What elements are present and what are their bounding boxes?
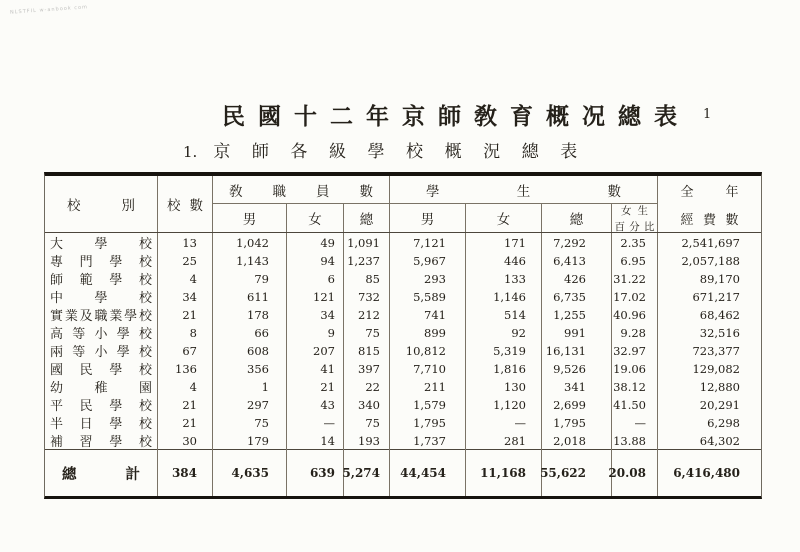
cell-staff-female: 207	[287, 341, 344, 360]
row-school-type: 高 等 小 學 校	[45, 323, 158, 342]
cell-student-total: 16,131	[542, 341, 612, 360]
header-female-percentage-line1: 女 生	[621, 204, 648, 217]
table-row	[45, 251, 761, 269]
cell-staff-female: 14	[287, 431, 344, 450]
cell-female-percentage: 40.96	[612, 305, 658, 324]
table-row	[45, 359, 761, 377]
header-school-count	[158, 176, 213, 232]
cell-annual-funds: 89,170	[699, 271, 740, 286]
page-number: 1	[703, 107, 712, 122]
cell-annual-funds: 6,298	[707, 415, 740, 430]
row-school-type: 幼 稚 園	[45, 377, 158, 396]
cell-female-percentage: 19.06	[612, 359, 658, 378]
total-female-percentage: 20.08	[612, 450, 658, 496]
cell-student-female: 446	[466, 251, 542, 270]
header-staff-group	[213, 176, 390, 204]
cell-student-total: 991	[542, 323, 612, 342]
cell-school-count: 8	[158, 323, 213, 342]
cell-staff-male: 1,042	[213, 233, 287, 252]
education-stats-table	[44, 172, 762, 499]
header-student-male: 男	[390, 204, 466, 232]
cell-student-male: 5,589	[390, 287, 466, 306]
header-staff-male: 男	[213, 204, 287, 232]
header-school-type	[45, 176, 158, 232]
cell-staff-male: 178	[213, 305, 287, 324]
cell-female-percentage: 6.95	[612, 251, 658, 270]
total-student-total: 55,622	[542, 450, 612, 496]
cell-staff-female: 6	[287, 269, 344, 288]
row-school-type: 半 日 學 校	[45, 413, 158, 432]
total-staff-male: 4,635	[213, 450, 287, 496]
cell-school-count: 21	[158, 395, 213, 414]
cell-staff-male: 1,143	[213, 251, 287, 270]
cell-student-total: 1,795	[542, 413, 612, 432]
cell-student-male: 5,967	[390, 251, 466, 270]
total-schools: 384	[158, 450, 213, 496]
row-school-type: 兩 等 小 學 校	[45, 341, 158, 360]
cell-staff-female: 121	[287, 287, 344, 306]
cell-student-male: 7,710	[390, 359, 466, 378]
header-student-group	[390, 176, 658, 204]
row-school-type: 中 學 校	[45, 287, 158, 306]
cell-staff-total: 1,091	[344, 233, 390, 252]
cell-staff-male: 75	[213, 413, 287, 432]
total-label: 總 計	[45, 450, 158, 496]
table-row	[45, 431, 761, 449]
cell-staff-total: 22	[344, 377, 390, 396]
table-row	[45, 413, 761, 431]
cell-school-count: 4	[158, 377, 213, 396]
cell-annual-funds: 2,541,697	[681, 235, 740, 250]
cell-staff-female: 94	[287, 251, 344, 270]
cell-student-male: 1,579	[390, 395, 466, 414]
total-student-female: 11,168	[466, 450, 542, 496]
section-heading	[183, 137, 577, 162]
cell-student-male: 899	[390, 323, 466, 342]
cell-annual-funds: 723,377	[692, 343, 740, 358]
cell-staff-total: 815	[344, 341, 390, 360]
header-school-type-label: 校 別	[67, 198, 135, 214]
cell-student-female: 133	[466, 269, 542, 288]
cell-student-total: 6,735	[542, 287, 612, 306]
cell-annual-funds: 671,217	[692, 289, 740, 304]
cell-student-male: 10,812	[390, 341, 466, 360]
table-row	[45, 305, 761, 323]
table-row	[45, 233, 761, 251]
header-annual-funds	[658, 176, 761, 232]
cell-student-total: 341	[542, 377, 612, 396]
cell-staff-male: 79	[213, 269, 287, 288]
table-body	[45, 233, 761, 449]
cell-staff-female: 21	[287, 377, 344, 396]
cell-student-female: 171	[466, 233, 542, 252]
cell-female-percentage: 9.28	[612, 323, 658, 342]
cell-female-percentage: 13.88	[612, 431, 658, 450]
cell-annual-funds: 129,082	[692, 361, 740, 376]
cell-student-total: 6,413	[542, 251, 612, 270]
cell-female-percentage: 2.35	[612, 233, 658, 252]
cell-staff-total: 732	[344, 287, 390, 306]
cell-staff-male: 297	[213, 395, 287, 414]
cell-staff-total: 212	[344, 305, 390, 324]
cell-staff-female: 34	[287, 305, 344, 324]
cell-staff-female: 49	[287, 233, 344, 252]
cell-staff-female: 9	[287, 323, 344, 342]
cell-student-total: 426	[542, 269, 612, 288]
cell-student-female: 514	[466, 305, 542, 324]
header-student-female: 女	[466, 204, 542, 232]
cell-school-count: 13	[158, 233, 213, 252]
cell-student-female: 92	[466, 323, 542, 342]
row-school-type: 國 民 學 校	[45, 359, 158, 378]
table-row	[45, 377, 761, 395]
cell-annual-funds: 12,880	[699, 379, 740, 394]
row-school-type: 平 民 學 校	[45, 395, 158, 414]
cell-staff-male: 179	[213, 431, 287, 450]
cell-female-percentage: 31.22	[612, 269, 658, 288]
cell-student-male: 211	[390, 377, 466, 396]
cell-school-count: 21	[158, 305, 213, 324]
cell-staff-female: —	[287, 413, 344, 432]
cell-annual-funds: 32,516	[699, 325, 740, 340]
total-student-male: 44,454	[390, 450, 466, 496]
cell-female-percentage: 38.12	[612, 377, 658, 396]
section-title: 京 師 各 級 學 校 概 況 總 表	[213, 142, 578, 162]
cell-staff-total: 340	[344, 395, 390, 414]
header-student-group-label: 學 生 數	[426, 183, 621, 200]
total-staff-female: 639	[287, 450, 344, 496]
cell-student-female: 1,120	[466, 395, 542, 414]
cell-school-count: 34	[158, 287, 213, 306]
table-total-row	[45, 449, 761, 496]
cell-school-count: 4	[158, 269, 213, 288]
table-row	[45, 395, 761, 413]
cell-student-male: 7,121	[390, 233, 466, 252]
table-row	[45, 287, 761, 305]
cell-female-percentage: 41.50	[612, 395, 658, 414]
cell-student-female: 1,816	[466, 359, 542, 378]
header-female-percentage	[612, 204, 658, 232]
cell-staff-total: 397	[344, 359, 390, 378]
row-school-type: 師 範 學 校	[45, 269, 158, 288]
cell-staff-total: 75	[344, 323, 390, 342]
cell-staff-total: 85	[344, 269, 390, 288]
cell-student-total: 1,255	[542, 305, 612, 324]
cell-female-percentage: —	[612, 413, 658, 432]
cell-student-female: —	[466, 413, 542, 432]
cell-school-count: 136	[158, 359, 213, 378]
cell-staff-male: 66	[213, 323, 287, 342]
total-annual-funds: 6,416,480	[673, 466, 740, 480]
total-staff-total: 5,274	[344, 450, 390, 496]
cell-student-total: 2,699	[542, 395, 612, 414]
header-staff-total: 總	[344, 204, 390, 232]
row-school-type: 補 習 學 校	[45, 431, 158, 450]
cell-school-count: 67	[158, 341, 213, 360]
table-row	[45, 341, 761, 359]
cell-staff-male: 356	[213, 359, 287, 378]
cell-student-female: 130	[466, 377, 542, 396]
cell-student-male: 293	[390, 269, 466, 288]
cell-female-percentage: 17.02	[612, 287, 658, 306]
cell-student-male: 741	[390, 305, 466, 324]
row-school-type: 專 門 學 校	[45, 251, 158, 270]
table-header	[45, 176, 761, 233]
watermark: NLSTFIL w-anbook com	[9, 4, 89, 16]
cell-annual-funds: 64,302	[699, 433, 740, 448]
cell-staff-male: 608	[213, 341, 287, 360]
cell-staff-female: 41	[287, 359, 344, 378]
cell-student-total: 9,526	[542, 359, 612, 378]
cell-staff-male: 611	[213, 287, 287, 306]
cell-female-percentage: 32.97	[612, 341, 658, 360]
header-staff-female: 女	[287, 204, 344, 232]
table-row	[45, 269, 761, 287]
cell-staff-female: 43	[287, 395, 344, 414]
cell-school-count: 25	[158, 251, 213, 270]
cell-staff-male: 1	[213, 377, 287, 396]
cell-staff-total: 193	[344, 431, 390, 450]
cell-staff-total: 1,237	[344, 251, 390, 270]
cell-student-female: 5,319	[466, 341, 542, 360]
section-number: 1.	[183, 143, 198, 161]
row-school-type: 實 業 及 職 業 學 校	[45, 305, 158, 324]
cell-school-count: 21	[158, 413, 213, 432]
cell-student-male: 1,737	[390, 431, 466, 450]
table-row	[45, 323, 761, 341]
cell-annual-funds: 68,462	[699, 307, 740, 322]
cell-student-female: 1,146	[466, 287, 542, 306]
cell-staff-total: 75	[344, 413, 390, 432]
cell-student-female: 281	[466, 431, 542, 450]
header-school-count-label: 校 數	[167, 198, 203, 214]
header-annual-funds-line1: 全 年	[680, 184, 739, 200]
cell-annual-funds: 2,057,188	[681, 253, 740, 268]
cell-student-male: 1,795	[390, 413, 466, 432]
cell-student-total: 7,292	[542, 233, 612, 252]
header-student-total: 總	[542, 204, 612, 232]
row-school-type: 大 學 校	[45, 233, 158, 252]
header-annual-funds-line2: 經 費 數	[680, 212, 739, 228]
cell-school-count: 30	[158, 431, 213, 450]
header-staff-group-label: 敎 職 員 數	[229, 183, 373, 200]
page-title: 民國十二年京師敎育概况總表	[222, 103, 690, 130]
cell-annual-funds: 20,291	[699, 397, 740, 412]
header-female-percentage-line2: 百 分 比	[614, 220, 655, 233]
cell-student-total: 2,018	[542, 431, 612, 450]
